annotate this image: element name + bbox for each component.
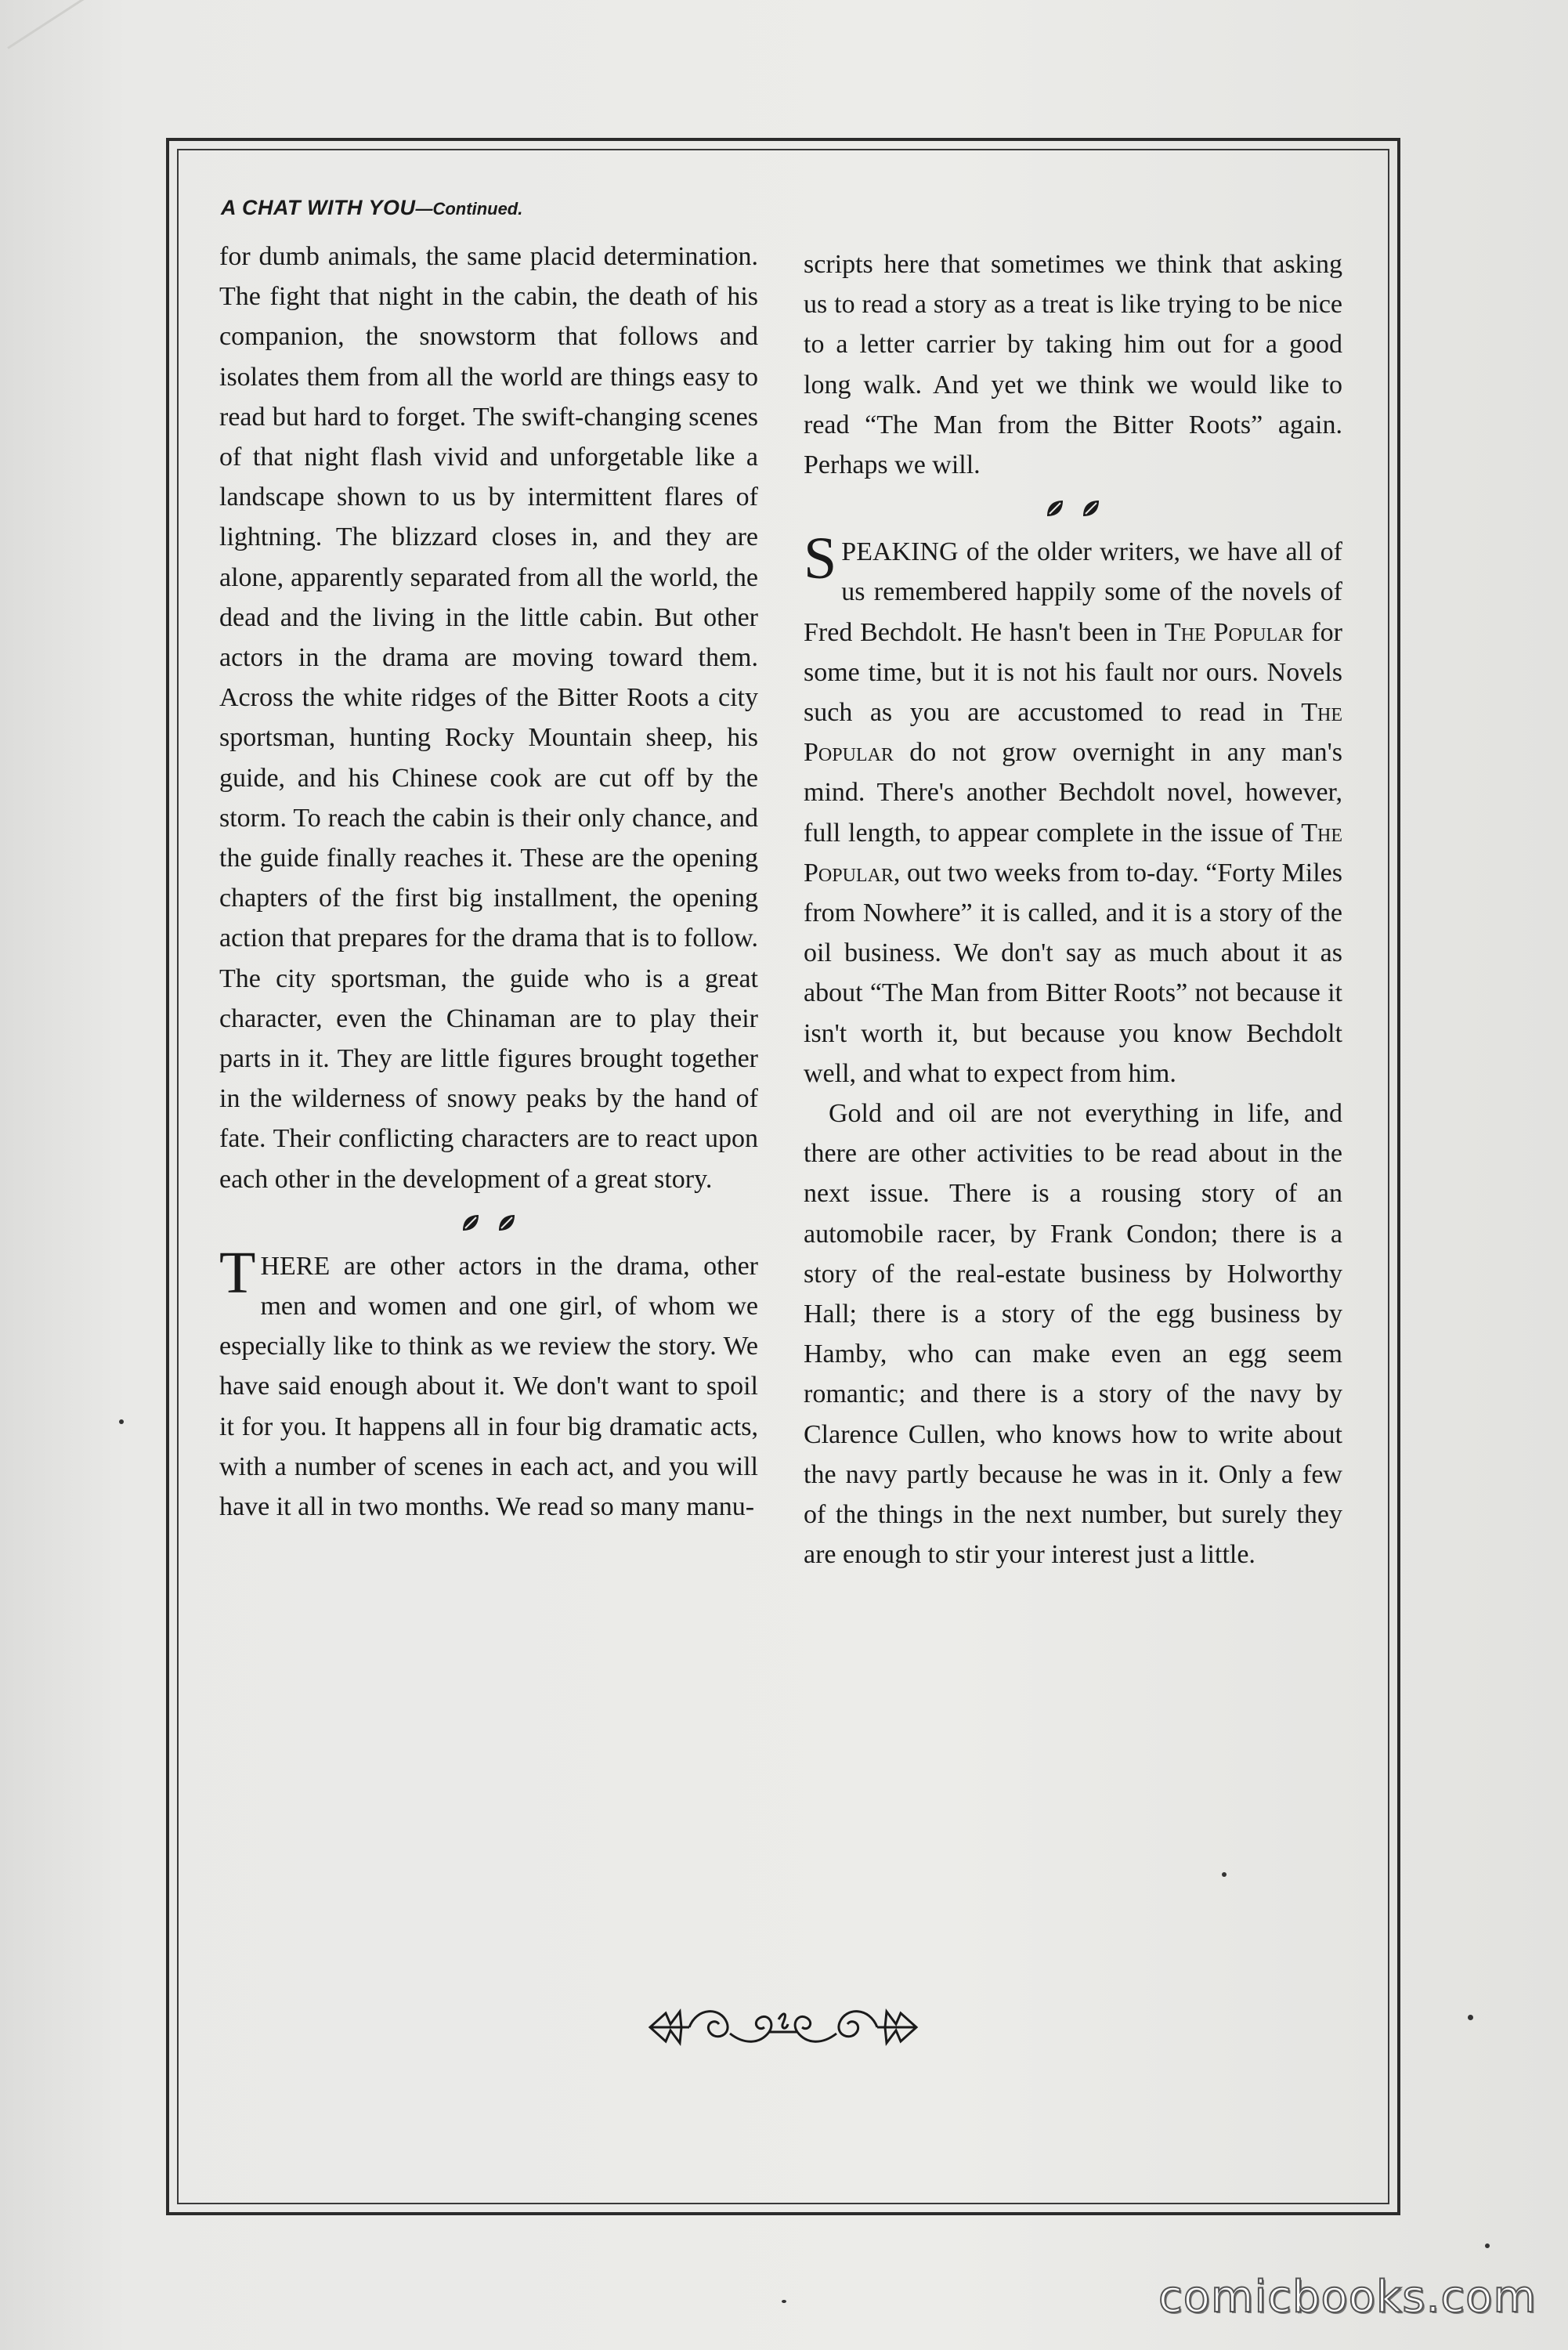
- right-paragraph-3: Gold and oil are not everything in life, and there are other activities to be read about in the next issue. There is a rousing story of an automobile racer, by Frank Condon; there is a story of the real-estate business by Holworthy Hall; there is a story of the egg business by Hamby, who can make even an egg seem romantic; and there is a story of the navy by Clarence Cullen, who knows how to write about the navy partly because he was in it. Only a few of the things in the next number, but surely they are enough to stir your interest just a little.: [804, 1099, 1342, 1570]
- dust-speck: [782, 2300, 786, 2303]
- left-paragraph-2: THERE are other actors in the drama, other men and women and one girl, of whom we especially like to think as we review the story. We have said enough about it. We don't want to spoil it for you. It happens all in four big dramatic acts, with a number of scenes in each act, and you will have it all in two months. We read so many manu-: [219, 1239, 758, 1522]
- leaf-ornament-icon: [461, 1213, 481, 1233]
- magazine-name: The Popular: [1164, 617, 1304, 647]
- dust-speck: [119, 1419, 124, 1424]
- leaf-ornament-icon: [497, 1213, 517, 1233]
- right-paragraph-2: [804, 526, 1342, 1094]
- dust-speck: [1485, 2243, 1490, 2248]
- right-paragraph-2-text-g: , out two weeks from to-day. “Forty Miles from Nowhere” it is called, and it is a story of the oil business. We don't say as much about it as about “The Man from Bitter Roots” not because it isn't worth it, but because you know Bechdolt well, and what to expect from him.: [804, 858, 1342, 1088]
- right-column: [804, 244, 1342, 1575]
- leaf-ornament-icon: [1045, 498, 1065, 519]
- right-paragraph-2-text-e: do not grow overnight in any man's mind. There's another Bechdolt novel, however, full length, to appear complete in the issue of: [804, 738, 1342, 848]
- running-head-continued: —Continued.: [415, 199, 523, 219]
- right-paragraph-2-text-c: for some time, but it is not his fault nor ours. Novels such as you are accustomed to read in: [804, 617, 1342, 728]
- magazine-name: The Popular: [804, 698, 1342, 768]
- dust-speck: [1222, 1872, 1227, 1877]
- scroll-tailpiece-icon: [634, 1996, 932, 2059]
- running-head-title: A CHAT WITH YOU: [221, 196, 416, 219]
- section-separator-left: [219, 1199, 758, 1246]
- running-head: [221, 196, 522, 220]
- left-column: [219, 237, 758, 1527]
- dust-speck: [1468, 2015, 1473, 2020]
- right-paragraph-2-text-a: SPEAKING of the older writers, we have all of us remembered happily some of the novels of Fred Bechdolt. He hasn't been in: [804, 526, 1342, 647]
- left-paragraph-1: for dumb animals, the same placid determination. The fight that night in the cabin, the death of his companion, the snowstorm that follows and isolates them from all the world are things easy to read but hard to forget. The swift-changing scenes of that night flash vivid and unforgetable like a landscape shown to us by intermittent flares of lightning. The blizzard closes in, and they are alone, apparently separated from all the world, the dead and the living in the little cabin. But other actors in the drama are moving toward them. Across the white ridges of the Bitter Roots a city sportsman, hunting Rocky Mountain sheep, his guide, and his Chinese cook are cut off by the storm. To reach the cabin is their only chance, and the guide finally reaches it. These are the opening chapters of the first big installment, the opening action that prepares for the drama that is to follow. The city sportsman, the guide who is a great character, even the Chinaman are to play their parts in it. They are little figures brought together in the wilderness of snowy peaks by the hand of fate. Their conflicting characters are to react upon each other in the development of a great story.: [219, 242, 758, 1194]
- right-paragraph-1: scripts here that sometimes we think that asking us to read a story as a treat is like trying to be nice to a letter carrier by taking him out for a good long walk. And yet we think we would like to read “The Man from the Bitter Roots” again. Perhaps we will.: [804, 250, 1342, 480]
- leaf-ornament-icon: [1081, 498, 1101, 519]
- watermark-logo: comicbooks.com: [1158, 2272, 1537, 2323]
- magazine-name: The Popular: [804, 818, 1342, 888]
- section-separator-right: [804, 485, 1342, 532]
